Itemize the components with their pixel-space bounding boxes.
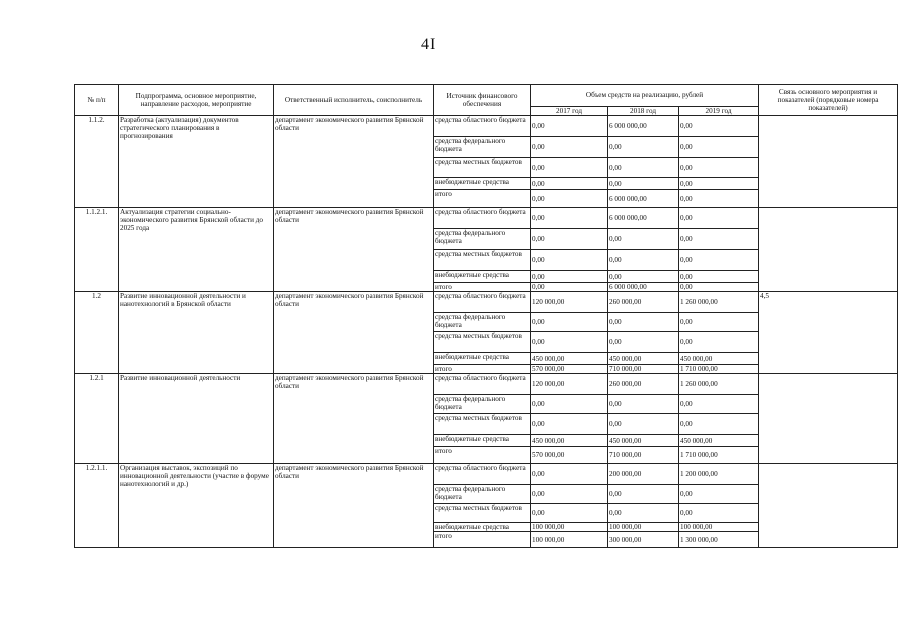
value-2017: 0,00: [531, 414, 608, 435]
value-2017: 0,00: [531, 313, 608, 332]
value-2018: 0,00: [608, 395, 679, 414]
value-2019: 0,00: [679, 504, 759, 523]
value-2018: 0,00: [608, 229, 679, 250]
row-executor: департамент экономического развития Брянской области: [274, 292, 434, 374]
row-indicator-link: [759, 374, 898, 464]
value-2017: 450 000,00: [531, 353, 608, 365]
table-row: [75, 292, 898, 313]
row-source: средства федерального бюджета: [434, 137, 531, 158]
row-program-name: Развитие инновационной деятельности: [119, 374, 274, 464]
row-source: средства федерального бюджета: [434, 395, 531, 414]
table-row: [75, 374, 898, 395]
value-2019: 0,00: [679, 178, 759, 190]
row-source: внебюджетные средства: [434, 353, 531, 365]
value-2019: 0,00: [679, 414, 759, 435]
row-program-name: Разработка (актуализация) документов стратегического планирования в прогнозирования: [119, 116, 274, 208]
header-source: Источник финансового обеспечения: [434, 85, 531, 116]
row-source: внебюджетные средства: [434, 523, 531, 532]
header-year-2018: 2018 год: [608, 107, 679, 116]
row-source: итого: [434, 532, 531, 548]
row-executor: департамент экономического развития Брянской области: [274, 116, 434, 208]
value-2019: 0,00: [679, 137, 759, 158]
value-2017: 120 000,00: [531, 292, 608, 313]
value-2017: 0,00: [531, 178, 608, 190]
row-number: 1.2.1: [75, 374, 119, 464]
value-2018: 0,00: [608, 271, 679, 283]
value-2017: 0,00: [531, 250, 608, 271]
value-2019: 0,00: [679, 332, 759, 353]
value-2019: 1 710 000,00: [679, 447, 759, 464]
value-2017: 0,00: [531, 504, 608, 523]
row-source: внебюджетные средства: [434, 435, 531, 447]
header-executor: Ответственный исполнитель, соисполнитель: [274, 85, 434, 116]
row-source: средства местных бюджетов: [434, 332, 531, 353]
value-2018: 710 000,00: [608, 447, 679, 464]
row-source: итого: [434, 190, 531, 208]
row-program-name: Организация выставок, экспозиций по инновационной деятельности (участие в форуме нанотехнологий и др.): [119, 464, 274, 548]
table-row: [75, 464, 898, 485]
row-source: средства федерального бюджета: [434, 485, 531, 504]
header-volume: Объем средств на реализацию, рублей: [531, 85, 759, 107]
value-2018: 0,00: [608, 313, 679, 332]
row-source: средства областного бюджета: [434, 208, 531, 229]
value-2018: 0,00: [608, 485, 679, 504]
header-year-2017: 2017 год: [531, 107, 608, 116]
page-number: 4I: [421, 36, 437, 53]
value-2019: 0,00: [679, 190, 759, 208]
value-2017: 570 000,00: [531, 365, 608, 374]
value-2017: 0,00: [531, 395, 608, 414]
value-2018: 450 000,00: [608, 435, 679, 447]
value-2017: 0,00: [531, 283, 608, 292]
value-2018: 260 000,00: [608, 374, 679, 395]
value-2017: 0,00: [531, 190, 608, 208]
value-2019: 0,00: [679, 158, 759, 178]
value-2017: 100 000,00: [531, 523, 608, 532]
value-2019: 1 300 000,00: [679, 532, 759, 548]
value-2018: 6 000 000,00: [608, 190, 679, 208]
row-number: 1.1.2.1.: [75, 208, 119, 292]
row-source: внебюджетные средства: [434, 271, 531, 283]
value-2017: 0,00: [531, 116, 608, 137]
row-program-name: Развитие инновационной деятельности и нанотехнологий в Брянской области: [119, 292, 274, 374]
value-2018: 0,00: [608, 332, 679, 353]
value-2018: 0,00: [608, 178, 679, 190]
header-program: Подпрограмма, основное мероприятие, направление расходов, мероприятие: [119, 85, 274, 116]
value-2018: 6 000 000,00: [608, 208, 679, 229]
value-2019: 100 000,00: [679, 523, 759, 532]
value-2019: 0,00: [679, 271, 759, 283]
value-2019: 1 200 000,00: [679, 464, 759, 485]
value-2019: 0,00: [679, 395, 759, 414]
row-executor: департамент экономического развития Брянской области: [274, 464, 434, 548]
value-2017: 0,00: [531, 464, 608, 485]
value-2019: 0,00: [679, 485, 759, 504]
value-2017: 0,00: [531, 332, 608, 353]
row-executor: департамент экономического развития Брянской области: [274, 208, 434, 292]
row-source: итого: [434, 365, 531, 374]
row-source: средства местных бюджетов: [434, 504, 531, 523]
value-2018: 450 000,00: [608, 353, 679, 365]
value-2019: 1 260 000,00: [679, 292, 759, 313]
row-source: средства федерального бюджета: [434, 313, 531, 332]
value-2019: 0,00: [679, 208, 759, 229]
value-2018: 100 000,00: [608, 523, 679, 532]
row-source: средства федерального бюджета: [434, 229, 531, 250]
funding-table: [74, 84, 898, 548]
row-number: 1.2.1.1.: [75, 464, 119, 548]
row-source: внебюджетные средства: [434, 178, 531, 190]
value-2019: 0,00: [679, 283, 759, 292]
value-2018: 200 000,00: [608, 464, 679, 485]
row-source: средства областного бюджета: [434, 374, 531, 395]
value-2019: 0,00: [679, 116, 759, 137]
value-2017: 0,00: [531, 208, 608, 229]
row-number: 1.1.2.: [75, 116, 119, 208]
row-source: средства местных бюджетов: [434, 250, 531, 271]
value-2018: 0,00: [608, 504, 679, 523]
value-2018: 0,00: [608, 137, 679, 158]
value-2017: 0,00: [531, 229, 608, 250]
value-2019: 450 000,00: [679, 435, 759, 447]
value-2018: 710 000,00: [608, 365, 679, 374]
value-2019: 0,00: [679, 250, 759, 271]
row-source: средства областного бюджета: [434, 116, 531, 137]
row-source: средства областного бюджета: [434, 292, 531, 313]
row-executor: департамент экономического развития Брянской области: [274, 374, 434, 464]
row-source: итого: [434, 283, 531, 292]
table-row: [75, 116, 898, 137]
value-2017: 120 000,00: [531, 374, 608, 395]
value-2017: 570 000,00: [531, 447, 608, 464]
row-source: средства местных бюджетов: [434, 158, 531, 178]
row-indicator-link: [759, 208, 898, 292]
value-2018: 6 000 000,00: [608, 283, 679, 292]
header-year-2019: 2019 год: [679, 107, 759, 116]
row-indicator-link: [759, 464, 898, 548]
value-2017: 100 000,00: [531, 532, 608, 548]
value-2018: 0,00: [608, 250, 679, 271]
header-link: Связь основного мероприятия и показателей (порядковые номера показателей): [759, 85, 898, 116]
header-no: № п/п: [75, 85, 119, 116]
value-2017: 450 000,00: [531, 435, 608, 447]
value-2018: 260 000,00: [608, 292, 679, 313]
value-2018: 0,00: [608, 414, 679, 435]
value-2019: 0,00: [679, 229, 759, 250]
row-indicator-link: [759, 116, 898, 208]
value-2017: 0,00: [531, 485, 608, 504]
row-source: средства местных бюджетов: [434, 414, 531, 435]
row-source: итого: [434, 447, 531, 464]
value-2019: 1 710 000,00: [679, 365, 759, 374]
row-number: 1.2: [75, 292, 119, 374]
value-2017: 0,00: [531, 158, 608, 178]
table-row: [75, 208, 898, 229]
value-2018: 300 000,00: [608, 532, 679, 548]
row-program-name: Актуализация стратегии социально-экономического развития Брянской области до 2025 года: [119, 208, 274, 292]
value-2019: 0,00: [679, 313, 759, 332]
value-2019: 450 000,00: [679, 353, 759, 365]
row-source: средства областного бюджета: [434, 464, 531, 485]
value-2018: 6 000 000,00: [608, 116, 679, 137]
value-2017: 0,00: [531, 137, 608, 158]
row-indicator-link: 4,5: [759, 292, 898, 374]
value-2019: 1 260 000,00: [679, 374, 759, 395]
value-2018: 0,00: [608, 158, 679, 178]
value-2017: 0,00: [531, 271, 608, 283]
